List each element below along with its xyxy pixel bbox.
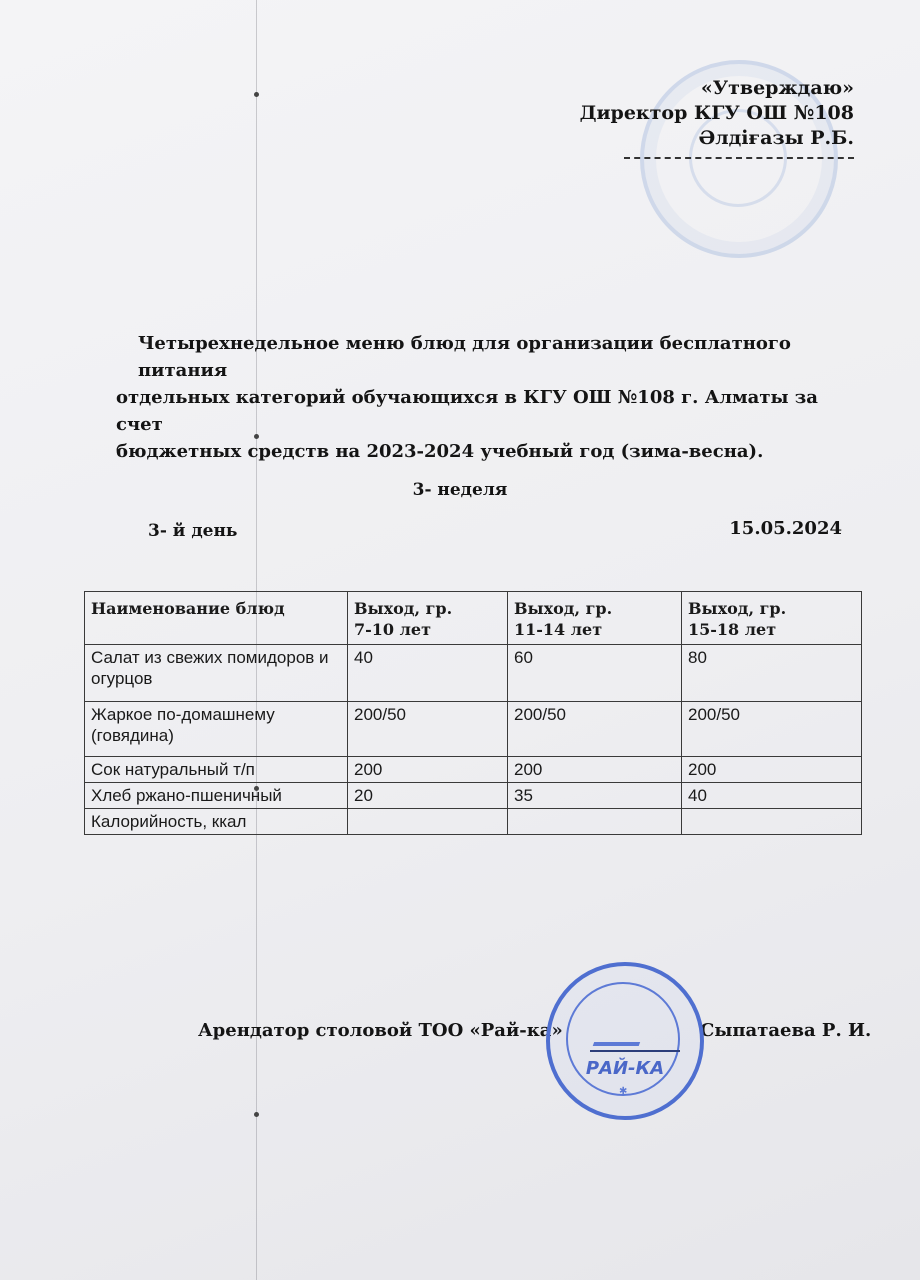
- portion-11-14: 35: [508, 783, 682, 809]
- menu-table: [84, 591, 862, 835]
- punch-hole: [254, 92, 259, 97]
- approval-block: [580, 76, 854, 159]
- header-age-7-10: Выход, гр. 7-10 лет: [348, 592, 508, 645]
- seal-brand: РАЙ-КА: [585, 1058, 665, 1079]
- table-row: [85, 783, 862, 809]
- portion-11-14: [508, 809, 682, 835]
- tenant-label: Арендатор столовой ТОО «Рай-ка»: [198, 1020, 563, 1041]
- dish-name: Хлеб ржано-пшеничный: [85, 783, 348, 809]
- seal-star-icon: ✱: [619, 1086, 628, 1097]
- portion-15-18: 200: [682, 757, 862, 783]
- document-title: [116, 330, 846, 465]
- table-header-row: [85, 592, 862, 645]
- approval-line-1: «Утверждаю»: [700, 77, 854, 99]
- portion-15-18: [682, 809, 862, 835]
- portion-11-14: 60: [508, 645, 682, 702]
- header-age-15-18: Выход, гр. 15-18 лет: [682, 592, 862, 645]
- week-label: 3- неделя: [412, 480, 508, 500]
- title-line-2: отдельных категорий обучающихся в КГУ ОШ №108 г. Алматы за счет: [116, 387, 818, 435]
- portion-7-10: 40: [348, 645, 508, 702]
- handwritten-signature: [590, 1000, 680, 1052]
- header-dish-name: Наименование блюд: [85, 592, 348, 645]
- portion-7-10: [348, 809, 508, 835]
- header-age-11-14: Выход, гр. 11-14 лет: [508, 592, 682, 645]
- table-row: [85, 757, 862, 783]
- signature-line: [624, 157, 854, 159]
- title-line-3: бюджетных средств на 2023-2024 учебный год (зима-весна).: [116, 441, 764, 462]
- approval-line-3: Әлдіғазы Р.Б.: [698, 127, 854, 149]
- dish-name: Калорийность, ккал: [85, 809, 348, 835]
- title-line-1: Четырехнедельное меню блюд для организации бесплатного питания: [138, 333, 791, 381]
- portion-11-14: 200: [508, 757, 682, 783]
- approval-line-2: Директор КГУ ОШ №108: [579, 102, 854, 124]
- dish-name: Сок натуральный т/п: [85, 757, 348, 783]
- portion-15-18: 40: [682, 783, 862, 809]
- date-label: 15.05.2024: [729, 518, 842, 539]
- tenant-signer-name: Сыпатаева Р. И.: [700, 1020, 872, 1041]
- table-row: [85, 809, 862, 835]
- table-row: [85, 702, 862, 757]
- table-row: [85, 645, 862, 702]
- dish-name: Жаркое по-домашнему (говядина): [85, 702, 348, 757]
- portion-15-18: 200/50: [682, 702, 862, 757]
- portion-7-10: 200: [348, 757, 508, 783]
- punch-hole: [254, 1112, 259, 1117]
- portion-7-10: 20: [348, 783, 508, 809]
- portion-7-10: 200/50: [348, 702, 508, 757]
- day-label: 3- й день: [148, 521, 238, 541]
- portion-11-14: 200/50: [508, 702, 682, 757]
- dish-name: Салат из свежих помидоров и огурцов: [85, 645, 348, 702]
- portion-15-18: 80: [682, 645, 862, 702]
